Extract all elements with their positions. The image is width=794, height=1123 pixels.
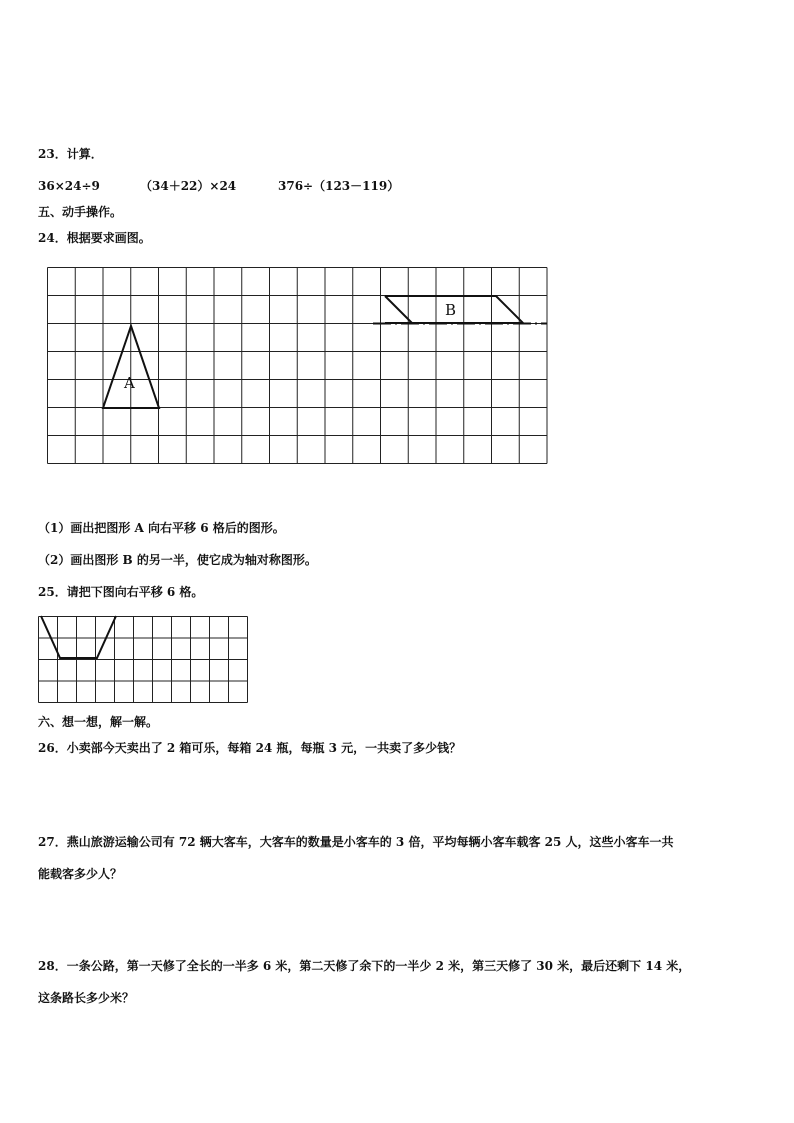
q23-expression-3: 376÷（123－119） [278, 179, 400, 193]
q27-line-2: 能载客多少人？ [38, 867, 123, 881]
q23-heading: 23．计算． [38, 147, 103, 161]
q23-expression-2: （34＋22）×24 [140, 179, 237, 193]
shape-b-label: B [445, 301, 457, 319]
trapezoid-shape [41, 616, 116, 658]
q24-heading: 24．根据要求画图。 [38, 231, 151, 245]
q24-task-1: （1）画出把图形 A 向右平移 6 格后的图形。 [38, 521, 285, 535]
section5-heading: 五、动手操作。 [38, 205, 123, 219]
q25-heading: 25．请把下图向右平移 6 格。 [38, 585, 204, 599]
shape-a-label: A [124, 374, 135, 392]
q24-task-2: （2）画出图形 B 的另一半，使它成为轴对称图形。 [38, 553, 317, 567]
q27-line-1: 27．燕山旅游运输公司有 72 辆大客车，大客车的数量是小客车的 3 倍，平均每辆小客车载客 25 人，这些小客车一共 [38, 835, 674, 849]
q25-grid-figure [38, 616, 248, 703]
section6-heading: 六、想一想，解一解。 [38, 715, 159, 729]
q26-text: 26．小卖部今天卖出了 2 箱可乐，每箱 24 瓶，每瓶 3 元，一共卖了多少钱？ [38, 741, 462, 755]
q25-grid-lines [39, 617, 248, 703]
q24-grid-figure [47, 267, 552, 466]
q28-line-2: 这条路长多少米？ [38, 991, 135, 1005]
q28-line-1: 28．一条公路，第一天修了全长的一半多 6 米，第二天修了余下的一半少 2 米，第三天修了 30 米，最后还剩下 14 米， [38, 959, 691, 973]
q23-expression-1: 36×24÷9 [38, 179, 100, 193]
